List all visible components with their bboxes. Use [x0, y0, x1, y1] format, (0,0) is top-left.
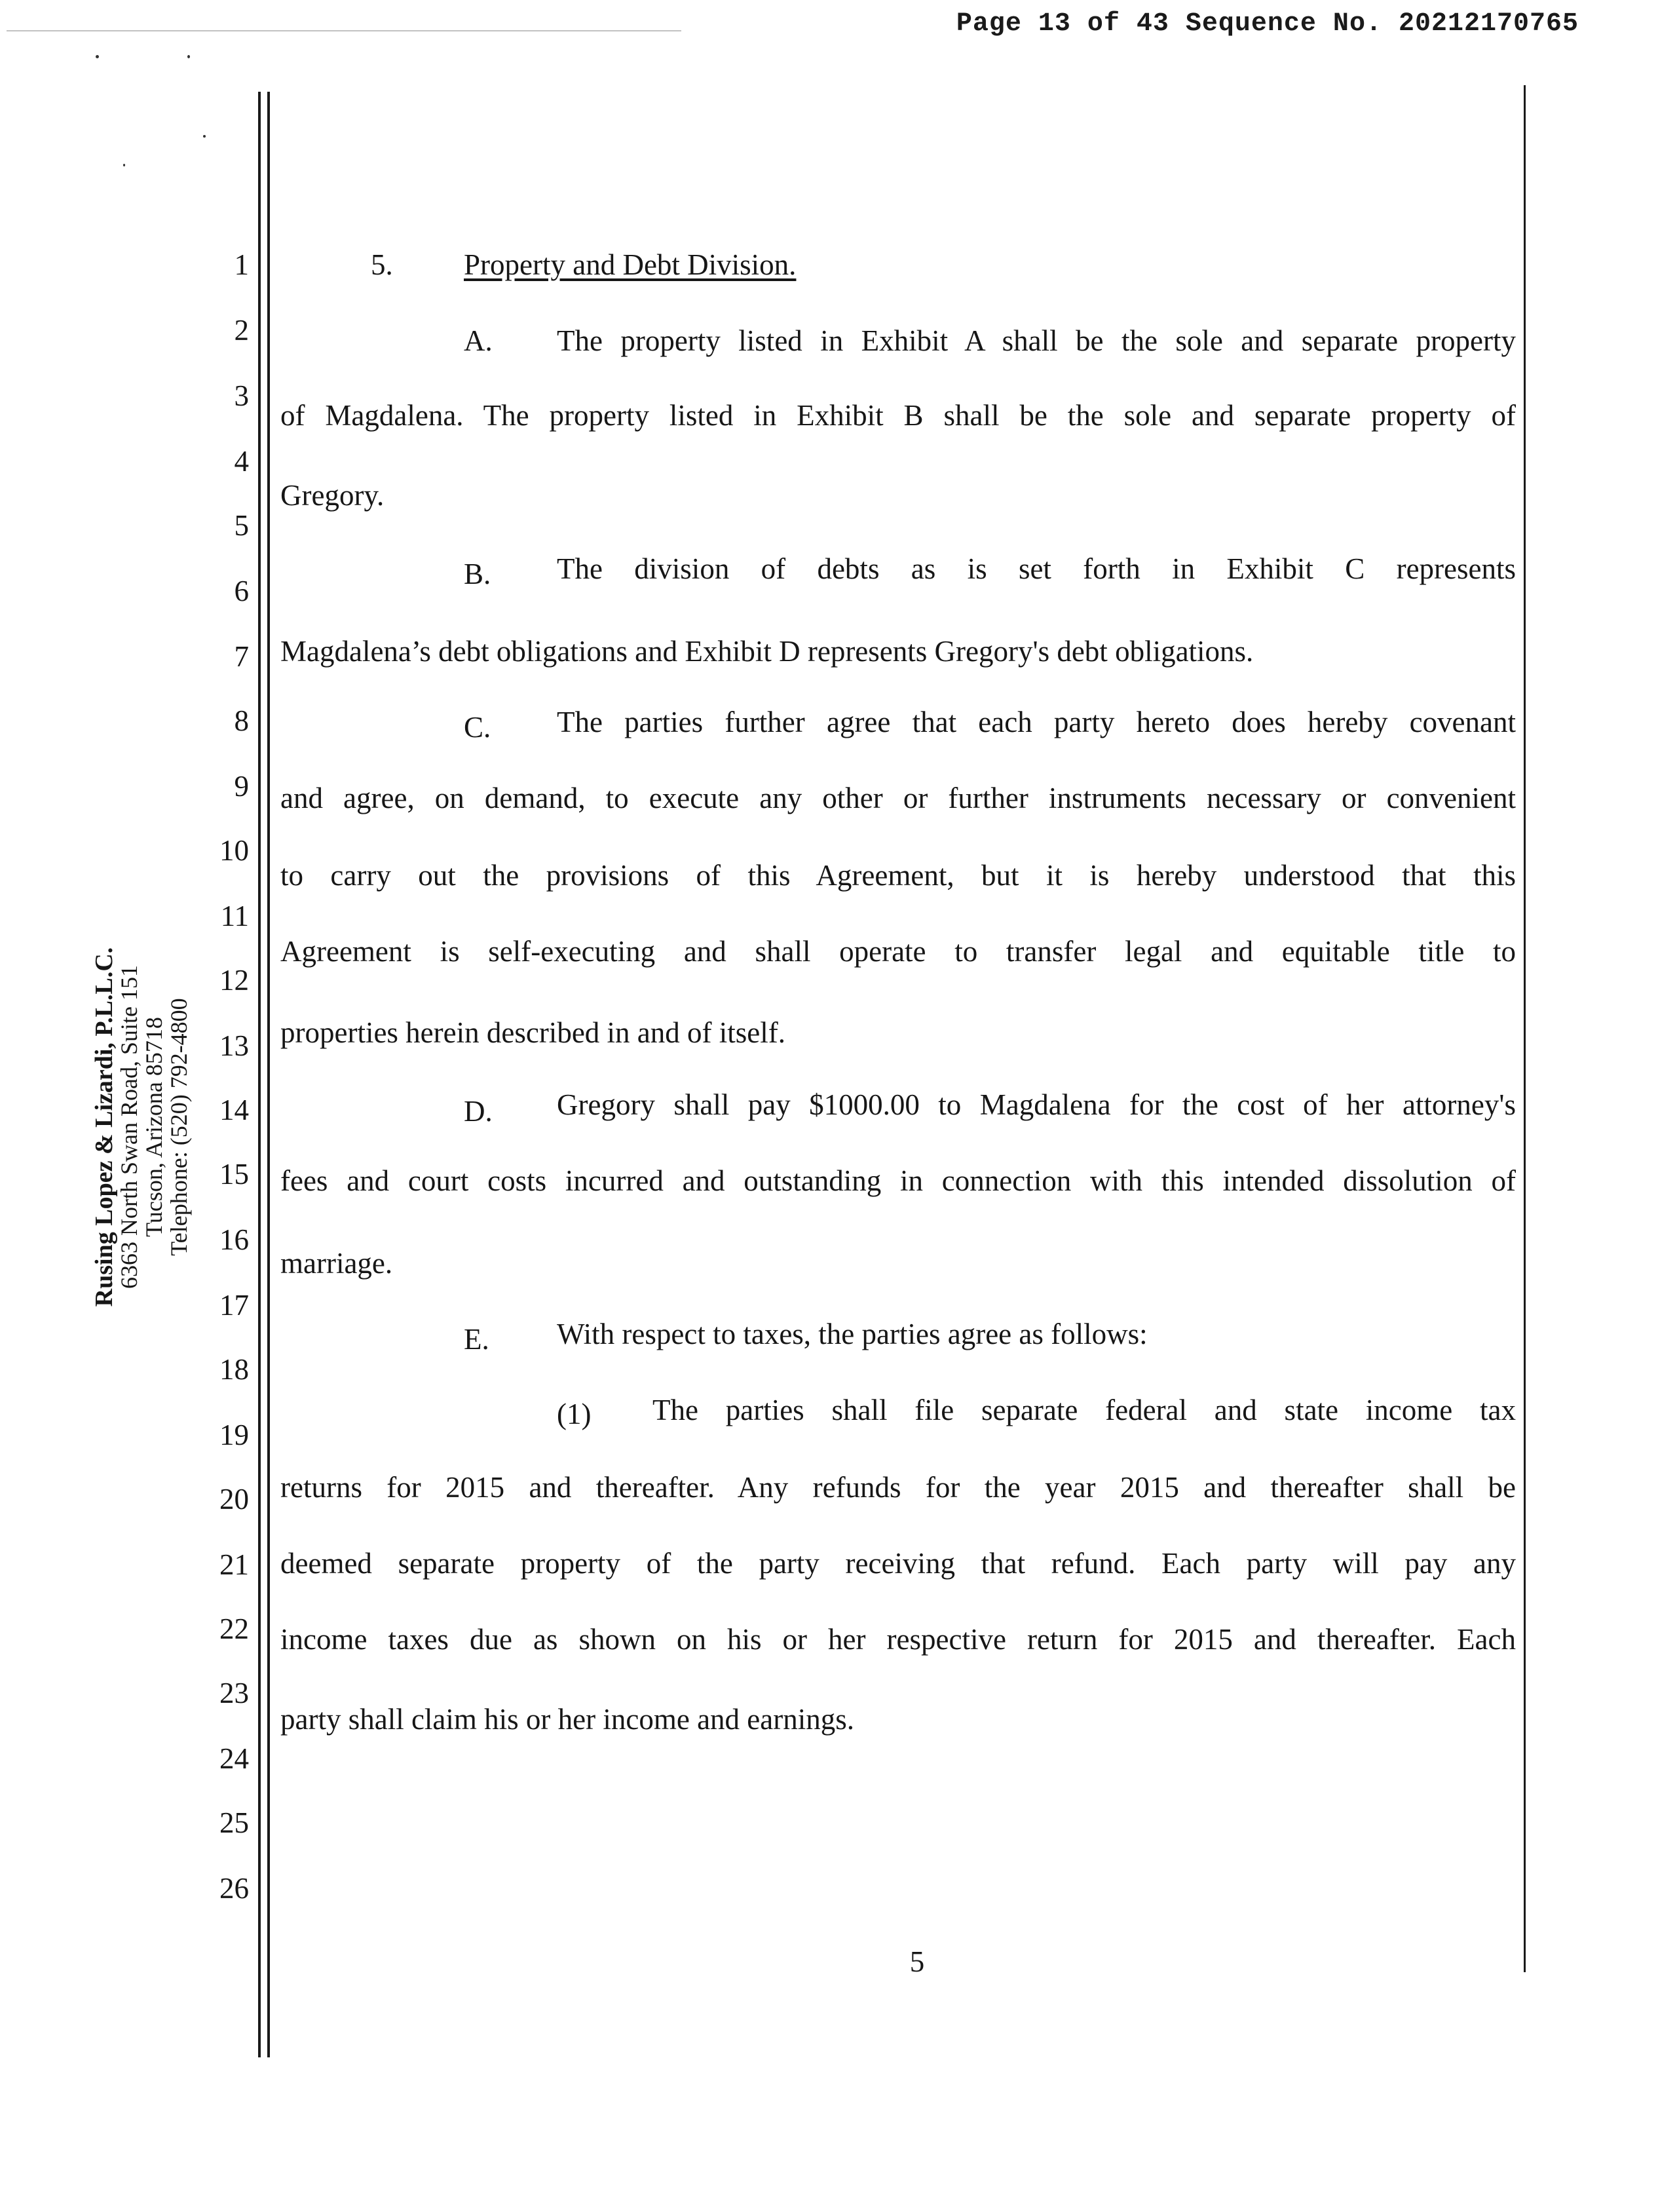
line-number: 14 [219, 1094, 249, 1126]
left-margin-rule-inner [267, 92, 270, 2057]
line-number: 11 [220, 900, 249, 932]
line-number: 17 [219, 1289, 249, 1322]
paragraph-a-label: A. [464, 324, 493, 357]
page-number: 5 [909, 1945, 925, 1978]
section-title: Property and Debt Division. [464, 248, 797, 281]
scan-speck [203, 135, 206, 138]
line-number: 9 [234, 770, 249, 803]
paragraph-a-first-line: The property listed in Exhibit A shall be the sole and separate property [557, 324, 1516, 357]
line-number: 2 [234, 314, 249, 347]
paragraph-c-line: and agree, on demand, to execute any other or further instruments necessary or convenient [280, 782, 1516, 814]
paragraph-c-line: properties herein described in and of itself. [280, 1016, 785, 1049]
paragraph-e-text: With respect to taxes, the parties agree as follows: [557, 1318, 1148, 1350]
line-number: 21 [219, 1548, 249, 1581]
line-number: 12 [219, 964, 249, 997]
line-number: 13 [219, 1029, 249, 1062]
line-number: 4 [234, 445, 249, 478]
page-sequence-header: Page 13 of 43 Sequence No. 20212170765 [956, 9, 1579, 39]
paragraph-c-first-line: The parties further agree that each party hereto does hereby covenant [557, 706, 1516, 738]
line-number: 20 [219, 1483, 249, 1516]
line-number: 18 [219, 1353, 249, 1386]
paragraph-b-label: B. [464, 558, 491, 590]
firm-name: Rusing Lopez & Lizardi, P.L.L.C. [90, 947, 118, 1307]
line-number: 7 [234, 640, 249, 673]
paragraph-d-label: D. [464, 1095, 493, 1128]
subparagraph-1-line: returns for 2015 and thereafter. Any refunds for the year 2015 and thereafter shall be [280, 1471, 1516, 1504]
subparagraph-1-line: income taxes due as shown on his or her respective return for 2015 and thereafter. Each [280, 1623, 1516, 1656]
paragraph-a-line: of Magdalena. The property listed in Exhibit B shall be the sole and separate property of [280, 399, 1516, 432]
firm-address: 6363 North Swan Road, Suite 151 [116, 965, 142, 1289]
scan-speck [96, 55, 99, 58]
line-number: 23 [219, 1677, 249, 1709]
line-number: 25 [219, 1806, 249, 1839]
paragraph-a-line: Gregory. [280, 479, 385, 512]
line-number: 6 [234, 575, 249, 607]
firm-city: Tucson, Arizona 85718 [141, 1017, 167, 1237]
line-number: 8 [234, 704, 249, 737]
line-number: 15 [219, 1158, 249, 1191]
firm-phone: Telephone: (520) 792-4800 [166, 998, 192, 1256]
section-number: 5. [371, 248, 393, 281]
line-number: 26 [219, 1872, 249, 1905]
subparagraph-1-line: deemed separate property of the party receiving that refund. Each party will pay any [280, 1547, 1516, 1580]
paragraph-b-first-line: The division of debts as is set forth in Exhibit C represents [557, 552, 1516, 585]
line-number: 22 [219, 1612, 249, 1645]
paragraph-b-line: Magdalena’s debt obligations and Exhibit D represents Gregory's debt obligations. [280, 635, 1254, 668]
subparagraph-1-line: party shall claim his or her income and earnings. [280, 1703, 854, 1736]
line-number: 19 [219, 1419, 249, 1451]
subparagraph-1-first-line: The parties shall file separate federal and state income tax [652, 1394, 1516, 1426]
paragraph-c-line: to carry out the provisions of this Agreement, but it is hereby understood that this [280, 859, 1516, 892]
paragraph-c-label: C. [464, 711, 491, 744]
paragraph-d-first-line: Gregory shall pay $1000.00 to Magdalena for the cost of her attorney's [557, 1088, 1516, 1121]
left-margin-rule-outer [258, 92, 261, 2057]
firm-info-block [92, 917, 191, 1337]
line-number: 5 [234, 509, 249, 542]
line-number: 16 [219, 1223, 249, 1256]
scan-speck [187, 55, 190, 58]
scan-speck [123, 164, 125, 166]
scan-artifact-line [7, 30, 681, 31]
line-number: 10 [219, 834, 249, 867]
paragraph-d-line: marriage. [280, 1247, 393, 1280]
line-number: 1 [234, 248, 249, 281]
subparagraph-1-label: (1) [557, 1398, 592, 1430]
line-number: 24 [219, 1742, 249, 1775]
paragraph-c-line: Agreement is self-executing and shall operate to transfer legal and equitable title to [280, 935, 1516, 968]
line-number: 3 [234, 379, 249, 412]
right-margin-rule [1524, 85, 1526, 1972]
paragraph-d-line: fees and court costs incurred and outstanding in connection with this intended dissolution of [280, 1164, 1516, 1197]
paragraph-e-label: E. [464, 1323, 489, 1356]
